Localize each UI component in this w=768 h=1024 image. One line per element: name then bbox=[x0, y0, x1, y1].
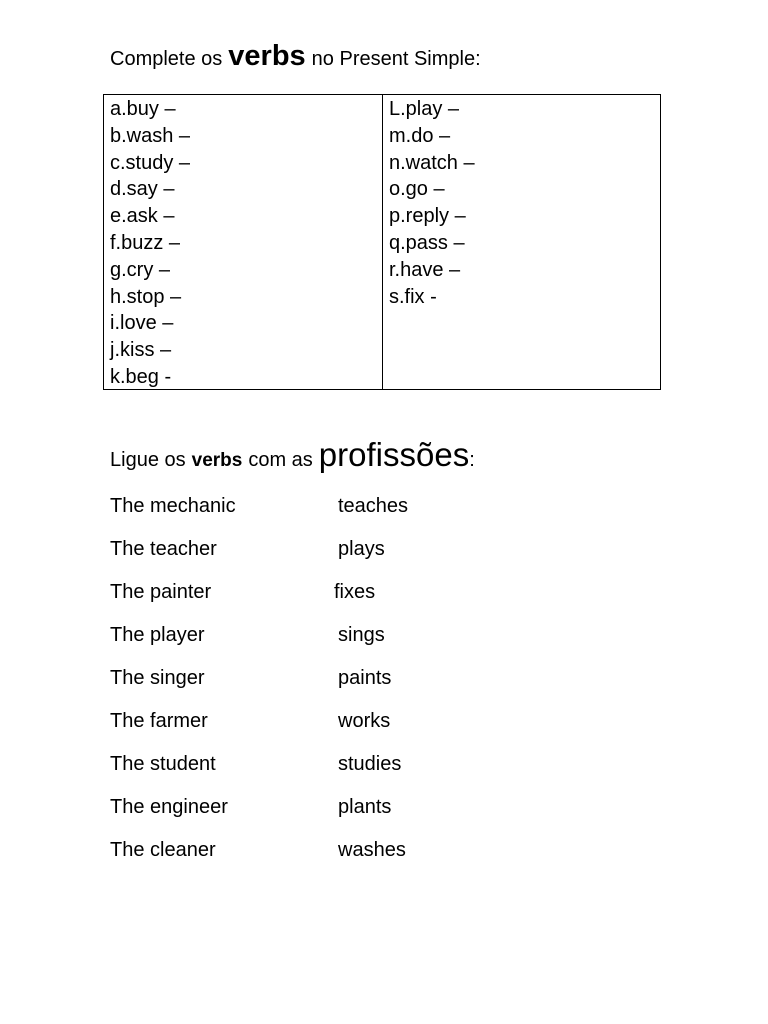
verb-item: n.watch – bbox=[389, 151, 475, 174]
section1-heading bbox=[110, 42, 481, 71]
verb-item: b.wash – bbox=[110, 124, 191, 147]
verb-label: plants bbox=[338, 796, 392, 818]
verb-item: s.fix - bbox=[389, 285, 437, 308]
verb-item: d.say – bbox=[110, 178, 175, 201]
verb-item: k.beg - bbox=[110, 365, 172, 388]
profession-label: The singer bbox=[110, 667, 205, 689]
heading-colon: : bbox=[469, 449, 475, 471]
verb-label: sings bbox=[338, 624, 385, 646]
match-row bbox=[110, 665, 610, 708]
heading-emph: verbs bbox=[228, 40, 306, 72]
verb-label: fixes bbox=[334, 581, 376, 603]
verb-item: h.stop – bbox=[110, 285, 182, 308]
match-row bbox=[110, 708, 610, 751]
heading-prefix: Ligue os bbox=[110, 449, 186, 471]
profession-label: The engineer bbox=[110, 796, 228, 818]
match-row bbox=[110, 622, 610, 665]
verb-item: m.do – bbox=[389, 124, 451, 147]
match-row bbox=[110, 536, 610, 579]
profession-label: The student bbox=[110, 753, 216, 775]
verb-item: L.play – bbox=[389, 98, 460, 120]
verb-label: plays bbox=[338, 538, 385, 560]
verb-label: studies bbox=[338, 753, 402, 775]
verb-item: i.love – bbox=[110, 312, 174, 335]
verb-item: r.have – bbox=[389, 258, 461, 281]
match-row bbox=[110, 837, 610, 880]
verb-item: p.reply – bbox=[389, 205, 466, 228]
verb-item: e.ask – bbox=[110, 205, 175, 228]
heading-bold: verbs bbox=[191, 450, 243, 471]
profession-label: The cleaner bbox=[110, 839, 216, 861]
verb-label: works bbox=[338, 710, 391, 732]
match-row bbox=[110, 751, 610, 794]
verb-label: paints bbox=[338, 667, 392, 689]
matching-list bbox=[110, 493, 610, 880]
heading-mid: com as bbox=[248, 449, 313, 471]
profession-label: The farmer bbox=[110, 710, 208, 732]
verb-column-right bbox=[383, 95, 660, 389]
verb-item: g.cry – bbox=[110, 258, 171, 281]
verb-item: q.pass – bbox=[389, 231, 465, 254]
verb-item: o.go – bbox=[389, 178, 445, 201]
profession-label: The painter bbox=[110, 581, 212, 603]
verb-label: washes bbox=[338, 839, 406, 861]
heading-suffix: no Present Simple: bbox=[311, 48, 481, 70]
profession-label: The player bbox=[110, 624, 205, 646]
verb-label: teaches bbox=[338, 495, 409, 517]
heading-prefix: Complete os bbox=[110, 48, 223, 70]
match-row bbox=[110, 493, 610, 536]
verb-item: c.study – bbox=[110, 151, 191, 174]
profession-label: The teacher bbox=[110, 538, 217, 560]
verb-item: j.kiss – bbox=[110, 339, 172, 362]
verb-column-left bbox=[104, 95, 383, 389]
profession-label: The mechanic bbox=[110, 495, 236, 517]
verb-item: a.buy – bbox=[110, 98, 176, 120]
section2-heading bbox=[110, 438, 475, 471]
verb-table bbox=[103, 94, 661, 390]
heading-big: profissões bbox=[318, 436, 470, 473]
match-row bbox=[110, 794, 610, 837]
match-row bbox=[110, 579, 610, 622]
verb-item: f.buzz – bbox=[110, 231, 181, 254]
